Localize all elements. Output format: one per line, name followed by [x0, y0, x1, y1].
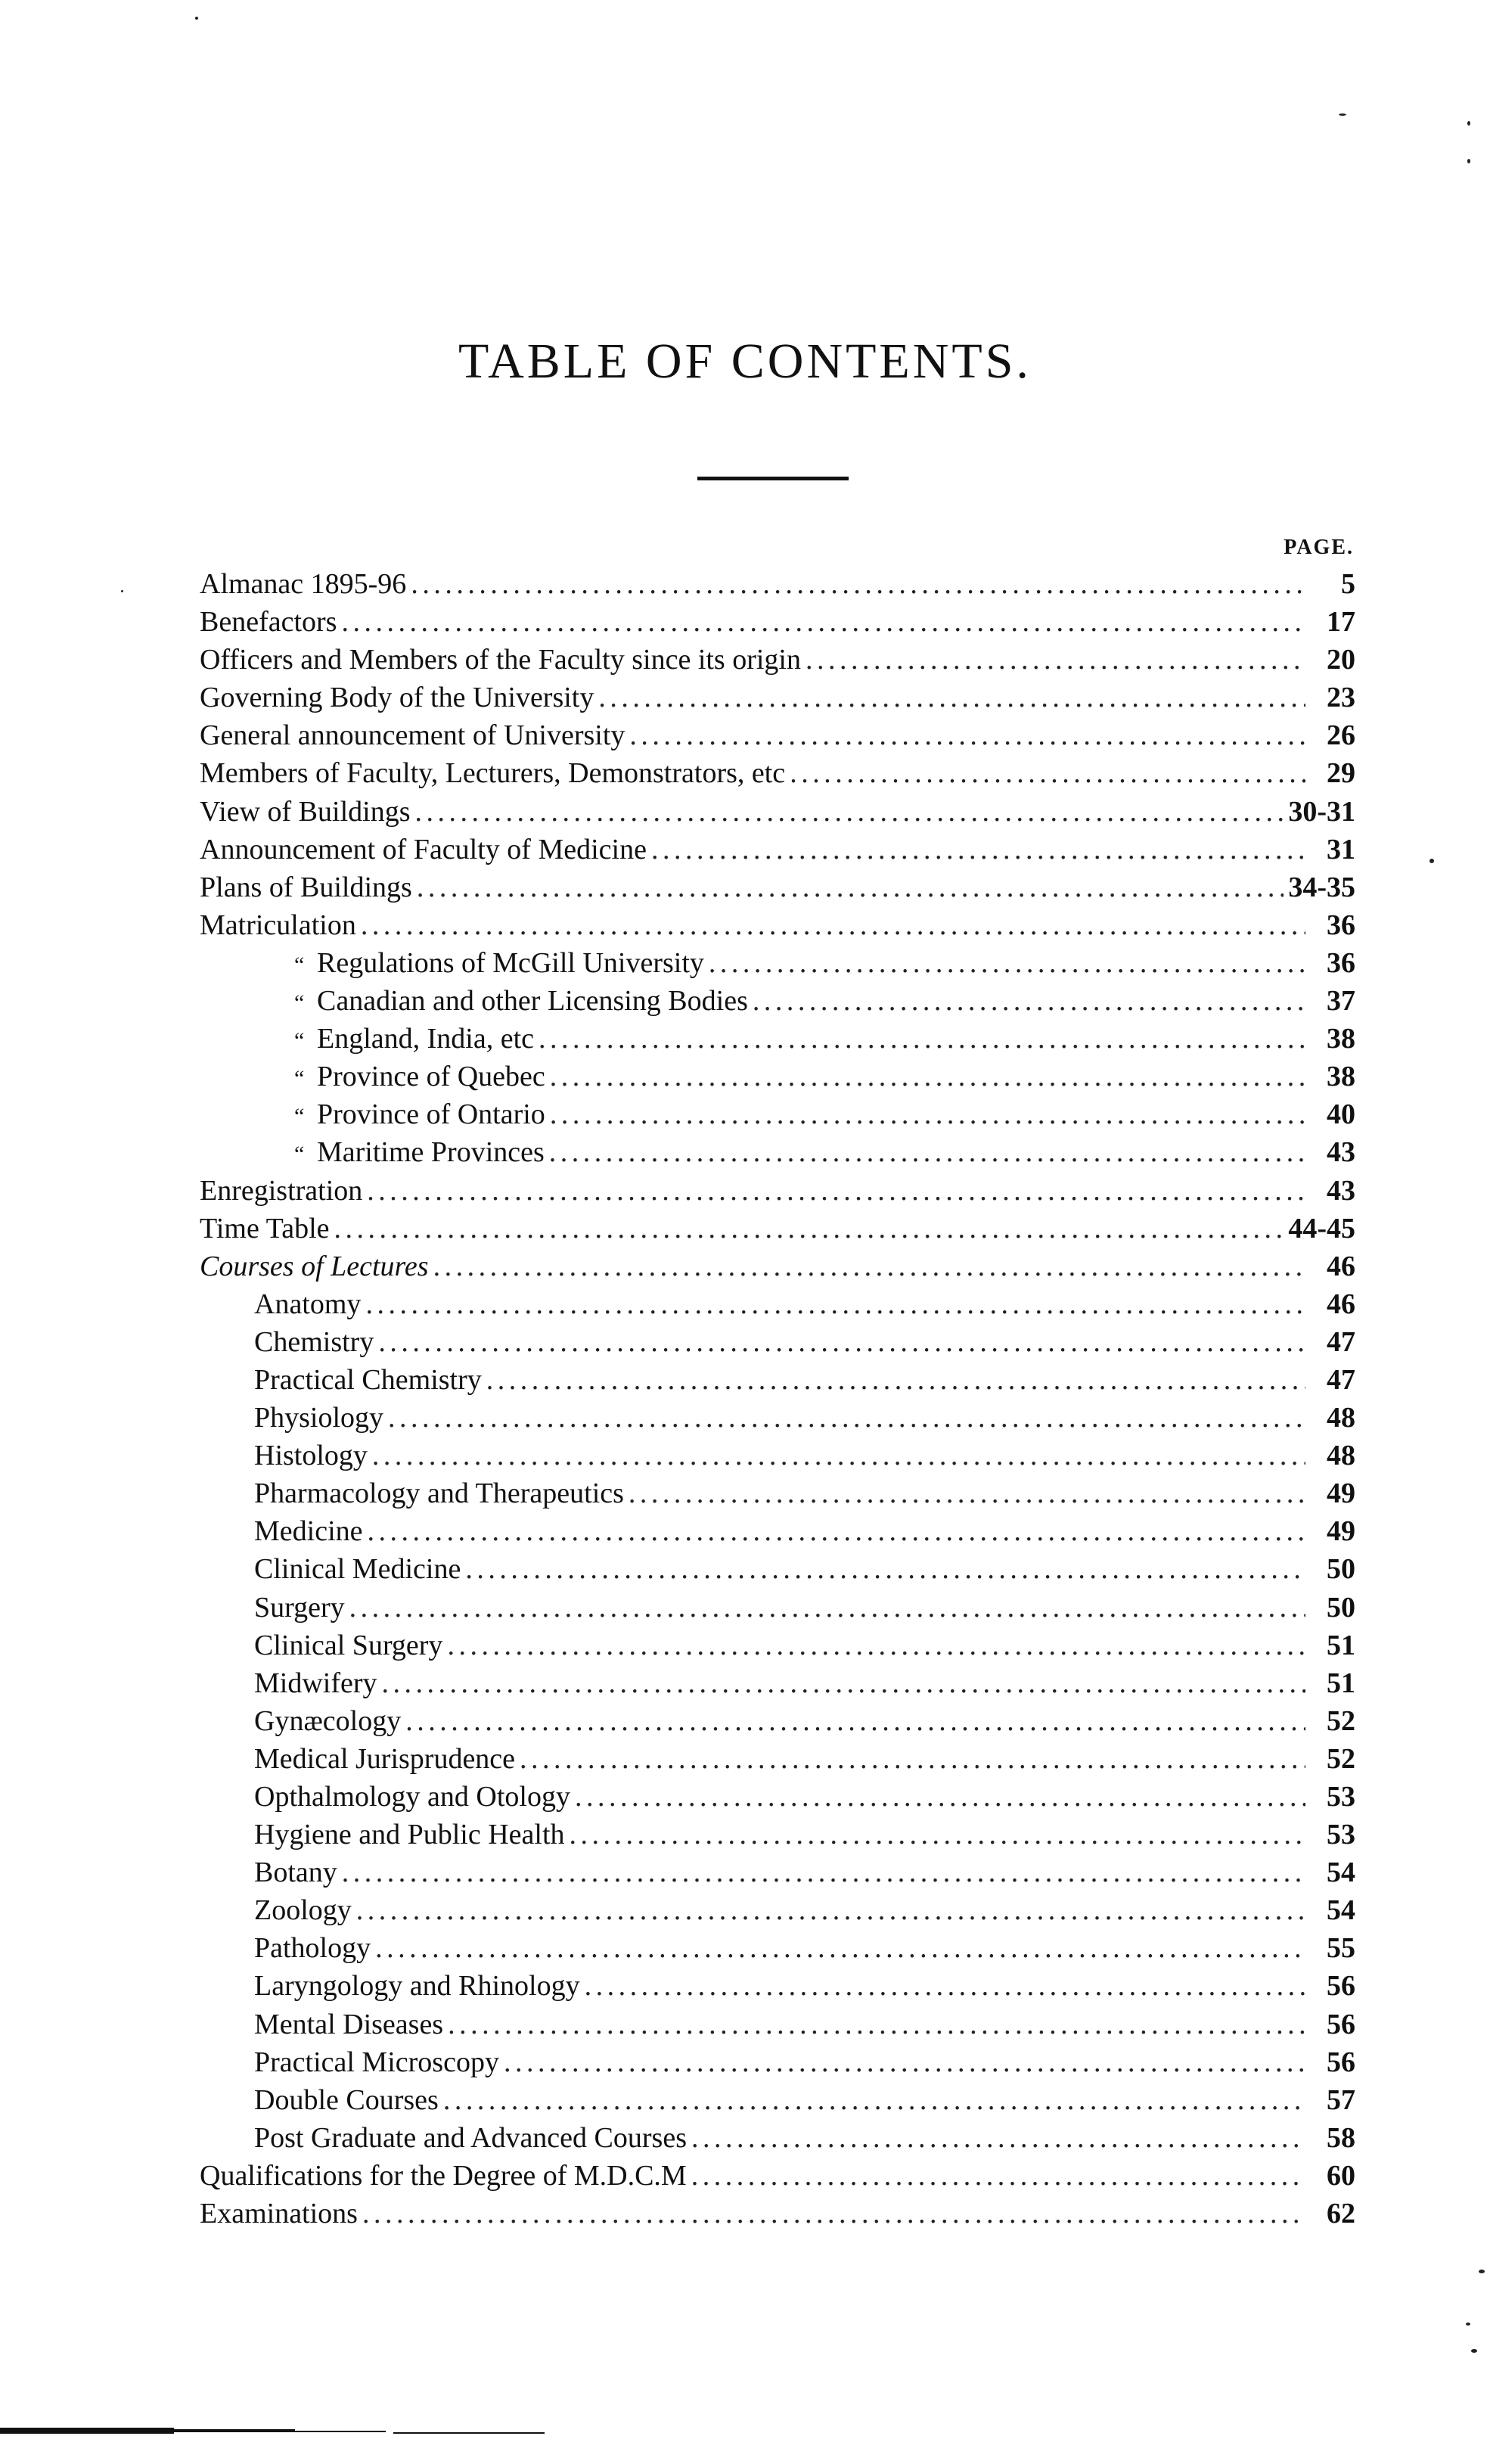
- toc-entry-page-number: 54: [1327, 1894, 1355, 1927]
- dot-leader: [415, 795, 1284, 828]
- dot-leader: [417, 871, 1284, 904]
- toc-entry-label: Hygiene and Public Health: [254, 1819, 565, 1851]
- toc-entry-label: Post Graduate and Advanced Courses: [254, 2121, 687, 2154]
- toc-entry: [200, 1060, 1355, 1098]
- dot-leader: [539, 1022, 1305, 1055]
- toc-entry-label: Time Table: [200, 1212, 330, 1244]
- toc-entry: [200, 1401, 1355, 1439]
- toc-entry-label: Regulations of McGill University: [317, 946, 704, 979]
- dot-leader: [361, 909, 1305, 942]
- toc-entry-label: Province of Ontario: [317, 1098, 545, 1131]
- dot-leader: [356, 1894, 1305, 1927]
- dot-leader: [691, 2159, 1305, 2192]
- dot-leader: [550, 1060, 1305, 1093]
- toc-entry-page-number: 43: [1327, 1136, 1355, 1169]
- table-of-contents: [200, 567, 1355, 2235]
- toc-entry-page-number: 49: [1327, 1477, 1355, 1510]
- toc-entry-page-number: 20: [1327, 644, 1355, 676]
- dot-leader: [368, 1515, 1305, 1548]
- toc-entry-page-number: 38: [1327, 1061, 1355, 1093]
- dot-leader: [342, 1856, 1305, 1889]
- toc-entry-label: View of Buildings: [200, 795, 411, 828]
- toc-entry-label: Physiology: [254, 1402, 384, 1434]
- dot-leader: [388, 1401, 1305, 1434]
- toc-entry-page-number: 51: [1327, 1667, 1355, 1699]
- toc-entry-label: Maritime Provinces: [317, 1136, 545, 1169]
- dot-leader: [585, 1969, 1305, 2003]
- toc-entry-label: Matriculation: [200, 909, 356, 941]
- toc-entry: [200, 1439, 1355, 1477]
- toc-entry: [200, 1136, 1355, 1173]
- toc-entry: [200, 1363, 1355, 1401]
- scan-edge-smudge: [0, 2425, 545, 2435]
- toc-entry: [200, 1515, 1355, 1552]
- toc-entry: [200, 871, 1355, 909]
- toc-entry-page-number: 50: [1327, 1553, 1355, 1586]
- toc-entry-label: Canadian and other Licensing Bodies: [317, 985, 748, 1018]
- toc-entry-page-number: 48: [1327, 1440, 1355, 1472]
- toc-entry: [200, 1098, 1355, 1136]
- dot-leader: [598, 681, 1305, 714]
- toc-entry-page-number: 44-45: [1288, 1212, 1355, 1244]
- toc-entry-label: Medical Jurisprudence: [254, 1742, 516, 1775]
- toc-entry-page-number: 46: [1327, 1288, 1355, 1320]
- toc-entry-label: Anatomy: [254, 1288, 362, 1320]
- toc-entry-page-number: 34-35: [1288, 871, 1355, 903]
- dot-leader: [411, 567, 1305, 601]
- toc-entry-page-number: 48: [1327, 1402, 1355, 1434]
- toc-entry-label: Officers and Members of the Faculty since its origin: [200, 644, 801, 676]
- dot-leader: [334, 1212, 1284, 1245]
- toc-entry: [200, 2197, 1355, 2235]
- toc-entry: [200, 984, 1355, 1022]
- dot-leader: [570, 1818, 1305, 1851]
- toc-entry-page-number: 29: [1327, 757, 1355, 790]
- dot-leader: [753, 984, 1305, 1018]
- toc-entry-label: Governing Body of the University: [200, 682, 594, 714]
- toc-entry-label: Opthalmology and Otology: [254, 1781, 570, 1813]
- toc-entry-page-number: 47: [1327, 1363, 1355, 1396]
- toc-entry: [200, 1856, 1355, 1894]
- toc-entry-label: Clinical Medicine: [254, 1553, 461, 1586]
- toc-entry-label: Courses of Lectures: [200, 1250, 429, 1282]
- dot-leader: [405, 1704, 1305, 1738]
- toc-entry-page-number: 37: [1327, 985, 1355, 1018]
- toc-entry: [200, 1969, 1355, 2007]
- toc-entry-page-number: 36: [1327, 946, 1355, 979]
- dot-leader: [486, 1363, 1305, 1397]
- toc-entry: [200, 2046, 1355, 2083]
- dot-leader: [443, 2083, 1305, 2117]
- toc-entry: [200, 681, 1355, 719]
- toc-entry-page-number: 49: [1327, 1515, 1355, 1548]
- toc-entry-page-number: 52: [1327, 1742, 1355, 1775]
- toc-entry-page-number: 26: [1327, 719, 1355, 752]
- ditto-mark: “: [294, 990, 305, 1016]
- toc-entry-label: Benefactors: [200, 606, 337, 639]
- title-rule: [697, 477, 849, 480]
- toc-entry-label: Examinations: [200, 2198, 358, 2230]
- toc-entry-page-number: 30-31: [1288, 795, 1355, 828]
- toc-entry-page-number: 54: [1327, 1857, 1355, 1889]
- dot-leader: [790, 757, 1305, 790]
- dot-leader: [520, 1742, 1305, 1776]
- dot-leader: [549, 1136, 1305, 1169]
- toc-entry: [200, 719, 1355, 757]
- toc-entry: [200, 1704, 1355, 1742]
- page-title: TABLE OF CONTENTS.: [458, 334, 1032, 389]
- toc-entry-label: Members of Faculty, Lecturers, Demonstrators, etc: [200, 757, 786, 790]
- dot-leader: [362, 2197, 1305, 2230]
- toc-entry: [200, 567, 1355, 605]
- toc-entry-page-number: 55: [1327, 1932, 1355, 1965]
- toc-entry: [200, 2121, 1355, 2159]
- toc-entry: [200, 605, 1355, 643]
- toc-entry: [200, 1591, 1355, 1629]
- toc-entry-page-number: 53: [1327, 1781, 1355, 1813]
- toc-entry-label: Chemistry: [254, 1325, 374, 1358]
- toc-entry-page-number: 57: [1327, 2083, 1355, 2116]
- toc-entry-label: Midwifery: [254, 1667, 377, 1699]
- dot-leader: [447, 1629, 1305, 1662]
- ditto-mark: “: [294, 952, 305, 977]
- toc-entry-label: Announcement of Faculty of Medicine: [200, 833, 647, 865]
- toc-entry-label: Pharmacology and Therapeutics: [254, 1477, 624, 1510]
- toc-entry-page-number: 17: [1327, 606, 1355, 639]
- dot-leader: [382, 1667, 1305, 1700]
- dot-leader: [372, 1439, 1305, 1472]
- toc-entry: [200, 1667, 1355, 1704]
- dot-leader: [504, 2046, 1305, 2079]
- toc-entry-label: Double Courses: [254, 2083, 439, 2116]
- toc-entry-label: Botany: [254, 1857, 337, 1889]
- toc-entry-label: Histology: [254, 1440, 368, 1472]
- toc-entry: [200, 833, 1355, 871]
- toc-entry-page-number: 43: [1327, 1174, 1355, 1207]
- toc-entry-page-number: 31: [1327, 833, 1355, 865]
- toc-entry: [200, 1818, 1355, 1856]
- toc-entry: [200, 1894, 1355, 1931]
- toc-entry-label: Almanac 1895-96: [200, 568, 407, 600]
- ditto-mark: “: [294, 1142, 305, 1167]
- toc-entry: [200, 1174, 1355, 1212]
- toc-entry-page-number: 51: [1327, 1629, 1355, 1661]
- toc-entry: [200, 1325, 1355, 1363]
- ditto-mark: “: [294, 1028, 305, 1054]
- page-column-heading: PAGE.: [1284, 536, 1354, 559]
- toc-entry-page-number: 60: [1327, 2159, 1355, 2192]
- toc-entry-page-number: 40: [1327, 1098, 1355, 1131]
- toc-entry-label: Plans of Buildings: [200, 871, 412, 903]
- toc-entry: [200, 1931, 1355, 1969]
- dot-leader: [365, 1288, 1305, 1321]
- toc-entry-page-number: 47: [1327, 1325, 1355, 1358]
- dot-leader: [341, 605, 1305, 639]
- toc-entry: [200, 795, 1355, 833]
- dot-leader: [629, 719, 1305, 752]
- toc-entry: [200, 946, 1355, 984]
- toc-entry-label: Province of Quebec: [317, 1061, 545, 1093]
- dot-leader: [550, 1098, 1305, 1131]
- toc-entry-label: Clinical Surgery: [254, 1629, 443, 1661]
- toc-entry-label: Pathology: [254, 1932, 371, 1965]
- toc-entry-page-number: 46: [1327, 1250, 1355, 1282]
- toc-entry: [200, 2159, 1355, 2197]
- toc-entry: [200, 1742, 1355, 1780]
- toc-entry-label: Gynæcology: [254, 1704, 402, 1737]
- ditto-mark: “: [294, 1066, 305, 1092]
- toc-entry: [200, 909, 1355, 946]
- toc-entry: [200, 1022, 1355, 1060]
- toc-entry-label: Medicine: [254, 1515, 363, 1548]
- dot-leader: [575, 1780, 1305, 1813]
- toc-entry-page-number: 52: [1327, 1704, 1355, 1737]
- toc-entry-page-number: 38: [1327, 1023, 1355, 1055]
- toc-entry-label: Mental Diseases: [254, 2008, 444, 2040]
- toc-entry-page-number: 62: [1327, 2198, 1355, 2230]
- toc-entry: [200, 2008, 1355, 2046]
- toc-entry-label: Enregistration: [200, 1174, 363, 1207]
- ditto-mark: “: [294, 1104, 305, 1129]
- toc-entry: [200, 1212, 1355, 1250]
- toc-entry-page-number: 58: [1327, 2121, 1355, 2154]
- dot-leader: [806, 643, 1305, 676]
- toc-entry: [200, 1629, 1355, 1667]
- dot-leader: [709, 946, 1305, 980]
- toc-entry-label: Practical Microscopy: [254, 2046, 499, 2078]
- dot-leader: [378, 1325, 1305, 1359]
- dot-leader: [349, 1591, 1305, 1624]
- dot-leader: [433, 1250, 1305, 1283]
- toc-entry-label: Zoology: [254, 1894, 352, 1927]
- toc-entry-label: Laryngology and Rhinology: [254, 1970, 580, 2003]
- dot-leader: [375, 1931, 1305, 1965]
- dot-leader: [465, 1552, 1305, 1586]
- dot-leader: [629, 1477, 1305, 1510]
- toc-entry-page-number: 36: [1327, 909, 1355, 941]
- toc-entry-page-number: 50: [1327, 1591, 1355, 1624]
- toc-entry-page-number: 56: [1327, 1970, 1355, 2003]
- toc-entry-page-number: 56: [1327, 2008, 1355, 2040]
- toc-entry-page-number: 5: [1341, 568, 1355, 600]
- toc-entry-label: Qualifications for the Degree of M.D.C.M: [200, 2159, 687, 2192]
- toc-entry: [200, 2083, 1355, 2121]
- toc-entry-page-number: 53: [1327, 1819, 1355, 1851]
- dot-leader: [448, 2008, 1305, 2041]
- dot-leader: [367, 1174, 1305, 1207]
- toc-entry: [200, 757, 1355, 794]
- toc-entry-label: Practical Chemistry: [254, 1363, 482, 1396]
- toc-entry: [200, 643, 1355, 681]
- toc-entry-page-number: 23: [1327, 682, 1355, 714]
- toc-entry-page-number: 56: [1327, 2046, 1355, 2078]
- toc-entry: [200, 1552, 1355, 1590]
- toc-entry-label: England, India, etc: [317, 1023, 535, 1055]
- dot-leader: [651, 833, 1305, 866]
- toc-entry: [200, 1250, 1355, 1288]
- toc-entry-label: Surgery: [254, 1591, 345, 1624]
- toc-entry: [200, 1288, 1355, 1325]
- toc-entry: [200, 1780, 1355, 1818]
- toc-entry-label: General announcement of University: [200, 719, 625, 752]
- toc-entry: [200, 1477, 1355, 1515]
- dot-leader: [691, 2121, 1305, 2155]
